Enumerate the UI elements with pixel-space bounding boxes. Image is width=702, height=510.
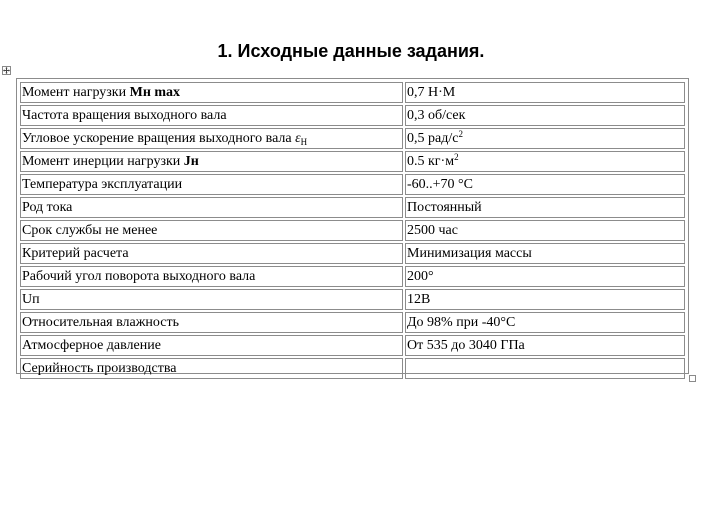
subscript: Н: [300, 137, 308, 147]
table-row: [20, 220, 685, 241]
parameter-cell[interactable]: [20, 312, 403, 333]
value-cell[interactable]: [405, 174, 685, 195]
value-cell[interactable]: [405, 266, 685, 287]
emphasis-text: Jн: [183, 154, 199, 169]
value-cell[interactable]: [405, 312, 685, 333]
parameter-cell[interactable]: [20, 197, 403, 218]
table-row: [20, 151, 685, 172]
table-row: [20, 312, 685, 333]
cell-text: До 98% при -40°С: [407, 315, 516, 330]
value-cell[interactable]: [405, 335, 685, 356]
value-cell[interactable]: [405, 197, 685, 218]
emphasis-text: ε: [295, 131, 301, 146]
cell-text: Постоянный: [407, 200, 482, 215]
cell-text: 2500 час: [407, 223, 458, 238]
parameter-cell[interactable]: [20, 289, 403, 310]
cell-text: 0,7 Н·М: [407, 85, 456, 100]
cell-text: 0,3 об/сек: [407, 108, 466, 123]
table-row: [20, 335, 685, 356]
cell-text: Частота вращения выходного вала: [22, 108, 227, 123]
cell-text: Момент инерции нагрузки: [22, 154, 184, 169]
value-cell[interactable]: [405, 105, 685, 126]
cell-text: Рабочий угол поворота выходного вала: [22, 269, 256, 284]
parameter-cell[interactable]: [20, 151, 403, 172]
cell-text: Uп: [22, 292, 40, 307]
superscript: 2: [454, 152, 459, 162]
parameter-cell[interactable]: [20, 128, 403, 149]
parameter-cell[interactable]: [20, 335, 403, 356]
cell-text: Атмосферное давление: [22, 338, 161, 353]
cell-text: Относительная влажность: [22, 315, 179, 330]
cell-text: Критерий расчета: [22, 246, 129, 261]
value-cell[interactable]: [405, 128, 685, 149]
table-row: [20, 105, 685, 126]
table-row: [20, 174, 685, 195]
table-row: [20, 358, 685, 379]
superscript: 2: [458, 129, 463, 139]
value-cell[interactable]: [405, 243, 685, 264]
cell-text: 12В: [407, 292, 431, 307]
cell-text: Момент нагрузки: [22, 85, 130, 100]
cell-text: 200°: [407, 269, 434, 284]
cell-text: 0,5 рад/с: [407, 131, 459, 146]
parameter-cell[interactable]: [20, 82, 403, 103]
value-cell[interactable]: [405, 358, 685, 379]
parameter-cell[interactable]: [20, 174, 403, 195]
table-row: [20, 243, 685, 264]
cell-text: Срок службы не менее: [22, 223, 158, 238]
table-row: [20, 197, 685, 218]
table-row: [20, 266, 685, 287]
table-row: [20, 289, 685, 310]
cell-text: Род тока: [22, 200, 73, 215]
table-move-handle-icon[interactable]: [2, 66, 11, 75]
cell-text: Угловое ускорение вращения выходного вала: [22, 131, 296, 146]
table-resize-handle-icon[interactable]: [689, 375, 696, 382]
parameter-cell[interactable]: [20, 105, 403, 126]
input-data-table: [16, 78, 689, 374]
page-title: 1. Исходные данные задания.: [217, 41, 485, 61]
cell-text: -60..+70 °С: [407, 177, 473, 192]
value-cell[interactable]: [405, 151, 685, 172]
cell-text: От 535 до 3040 ГПа: [407, 338, 525, 353]
table-body: [20, 82, 685, 379]
value-cell[interactable]: [405, 289, 685, 310]
parameter-cell[interactable]: [20, 266, 403, 287]
value-cell[interactable]: [405, 82, 685, 103]
value-cell[interactable]: [405, 220, 685, 241]
parameter-cell[interactable]: [20, 220, 403, 241]
parameter-cell[interactable]: [20, 358, 403, 379]
cell-text: Температура эксплуатации: [22, 177, 183, 192]
parameter-cell[interactable]: [20, 243, 403, 264]
cell-text: Минимизация массы: [407, 246, 532, 261]
table-row: [20, 82, 685, 103]
cell-text: 0.5 кг·м: [407, 154, 455, 169]
table-row: [20, 128, 685, 149]
cell-text: Серийность производства: [22, 361, 177, 376]
emphasis-text: Мн max: [129, 85, 181, 100]
